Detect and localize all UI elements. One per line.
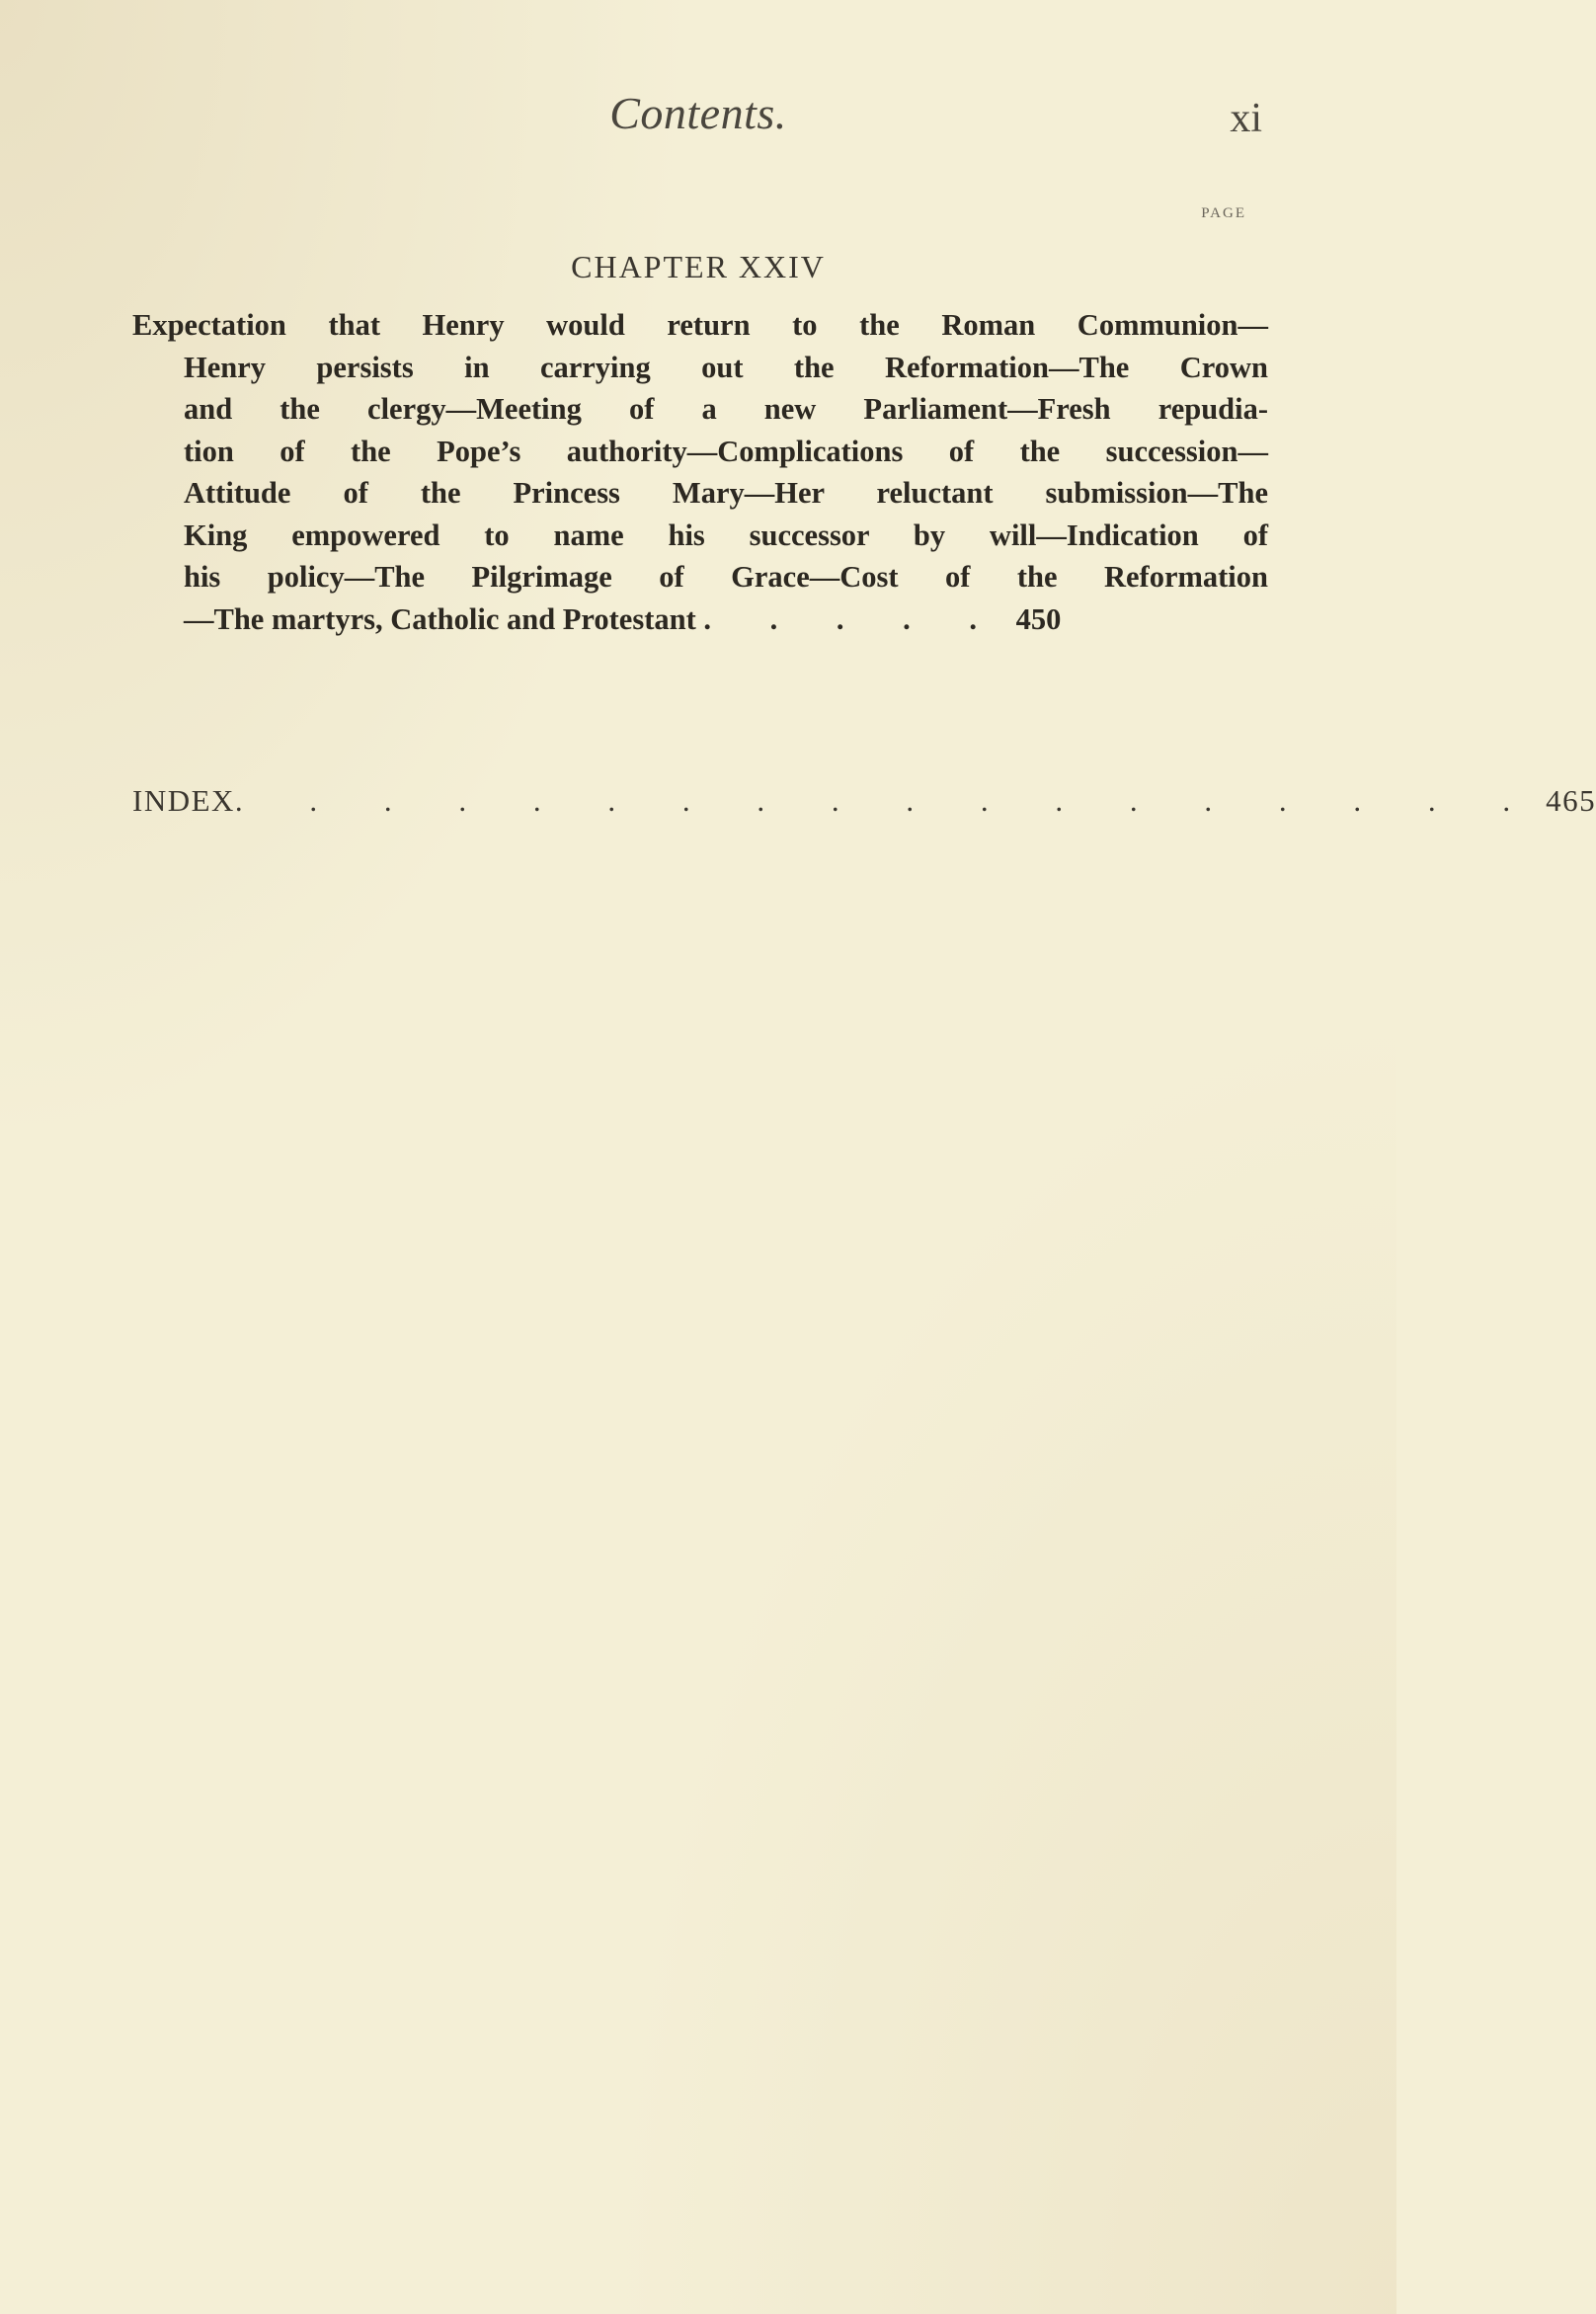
summary-line: King empowered to name his successor by will—Indication of <box>184 518 1268 552</box>
dot-leader: . . . . . <box>703 601 1002 636</box>
summary-line: Attitude of the Princess Mary—Her reluctant submission—The <box>184 476 1268 510</box>
summary-line: tion of the Pope’s authority—Complications of the succession— <box>184 434 1268 468</box>
summary-line: Expectation that Henry would return to the Roman Communion— <box>132 308 1268 342</box>
summary-line: Henry persists in carrying out the Reformation—The Crown <box>184 350 1268 384</box>
summary-last-line <box>184 598 1268 641</box>
chapter-summary <box>132 304 1268 640</box>
running-title: Contents. <box>609 88 787 138</box>
summary-line: his policy—The Pilgrimage of Grace—Cost of the Reformation <box>184 560 1268 594</box>
summary-line: and the clergy—Meeting of a new Parliament—Fresh repudia- <box>184 392 1268 426</box>
index-entry <box>132 783 1596 819</box>
page-numeral: xi <box>1230 96 1262 141</box>
dot-leader: . . . . . . . . . . . . . . . . . . <box>234 783 1541 818</box>
chapter-heading: CHAPTER XXIV <box>571 249 826 284</box>
index-page-number: 465 <box>1546 783 1596 818</box>
summary-line: —The martyrs, Catholic and Protestant <box>184 601 696 636</box>
index-label: INDEX <box>132 783 235 818</box>
page-column-label: PAGE <box>1201 205 1246 221</box>
chapter-page-number: 450 <box>1015 601 1062 636</box>
